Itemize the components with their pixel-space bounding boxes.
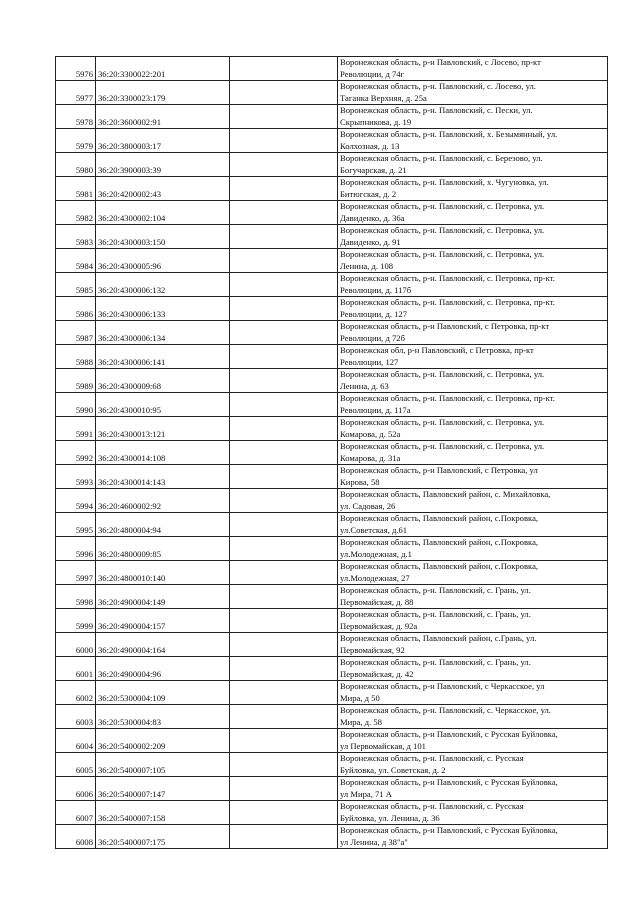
empty-cell: [230, 177, 338, 201]
table-row: [56, 297, 608, 321]
empty-cell: [230, 777, 338, 801]
cadastral-number: 36:20:4300006:141: [96, 345, 230, 369]
row-number: 6008: [56, 825, 96, 849]
address-line: Давиденко, д. 36а: [340, 212, 405, 223]
address-cell: [338, 561, 608, 585]
address-cell: [338, 81, 608, 105]
address-cell: [338, 417, 608, 441]
address-line: Ленина, д. 108: [340, 260, 394, 271]
table-row: [56, 225, 608, 249]
empty-cell: [230, 225, 338, 249]
address-line: Воронежская область, р-н Павловский, с Черкасское, ул: [340, 681, 545, 691]
cadastral-number: 36:20:4800010:140: [96, 561, 230, 585]
address-cell: [338, 729, 608, 753]
address-line: Революции, д 74г: [340, 68, 405, 79]
address-line: Революции, д 72б: [340, 332, 405, 343]
address-line: Скрыпникова, д. 19: [340, 116, 412, 127]
address-line: ул. Садовая, 26: [340, 500, 396, 511]
address-line: ул.Советская, д.61: [340, 524, 408, 535]
cadastral-number: 36:20:4900004:96: [96, 657, 230, 681]
address-line: Мира, д. 58: [340, 716, 382, 727]
table-row: [56, 57, 608, 81]
address-line: Воронежская область, Павловский район, с.Покровка,: [340, 537, 539, 547]
address-cell: [338, 705, 608, 729]
cadastral-number: 36:20:3300023:179: [96, 81, 230, 105]
address-line: Воронежская область, р-н. Павловский, с. Грань, ул.: [340, 609, 531, 619]
address-line: Воронежская область, Павловский район, с.Покровка,: [340, 513, 539, 523]
empty-cell: [230, 441, 338, 465]
address-cell: [338, 777, 608, 801]
empty-cell: [230, 273, 338, 297]
empty-cell: [230, 249, 338, 273]
empty-cell: [230, 609, 338, 633]
cadastral-number: 36:20:3900003:39: [96, 153, 230, 177]
address-line: Богучарская, д. 21: [340, 164, 407, 175]
row-number: 6002: [56, 681, 96, 705]
address-cell: [338, 225, 608, 249]
table-row: [56, 753, 608, 777]
row-number: 5989: [56, 369, 96, 393]
cadastral-number: 36:20:4900004:149: [96, 585, 230, 609]
address-cell: [338, 153, 608, 177]
row-number: 6005: [56, 753, 96, 777]
row-number: 5980: [56, 153, 96, 177]
row-number: 6007: [56, 801, 96, 825]
table-row: [56, 633, 608, 657]
table-row: [56, 729, 608, 753]
property-table: [55, 56, 608, 849]
cadastral-number: 36:20:4600002:92: [96, 489, 230, 513]
address-cell: [338, 177, 608, 201]
empty-cell: [230, 345, 338, 369]
empty-cell: [230, 129, 338, 153]
address-line: Воронежская область, р-н. Павловский, х. Безымянный, ул.: [340, 129, 558, 139]
table-row: [56, 129, 608, 153]
address-line: Колхозная, д. 13: [340, 140, 400, 151]
table-row: [56, 777, 608, 801]
table-row: [56, 417, 608, 441]
row-number: 5988: [56, 345, 96, 369]
row-number: 6004: [56, 729, 96, 753]
empty-cell: [230, 321, 338, 345]
table-row: [56, 489, 608, 513]
address-line: Первомайская, д. 92а: [340, 620, 418, 631]
empty-cell: [230, 465, 338, 489]
empty-cell: [230, 585, 338, 609]
address-line: Буйловка, ул. Ленина, д. 36: [340, 812, 440, 823]
address-line: Воронежская область, р-н. Павловский, с. Петровка, ул.: [340, 441, 545, 451]
cadastral-number: 36:20:4900004:164: [96, 633, 230, 657]
table-row: [56, 249, 608, 273]
empty-cell: [230, 297, 338, 321]
address-line: Воронежская область, р-н Павловский, с Русская Буйловка,: [340, 777, 558, 787]
empty-cell: [230, 561, 338, 585]
empty-cell: [230, 801, 338, 825]
empty-cell: [230, 825, 338, 849]
cadastral-number: 36:20:4300010:95: [96, 393, 230, 417]
cadastral-number: 36:20:4300003:150: [96, 225, 230, 249]
address-cell: [338, 801, 608, 825]
address-cell: [338, 513, 608, 537]
table-row: [56, 561, 608, 585]
cadastral-number: 36:20:4200002:43: [96, 177, 230, 201]
row-number: 5995: [56, 513, 96, 537]
cadastral-number: 36:20:3800003:17: [96, 129, 230, 153]
row-number: 5993: [56, 465, 96, 489]
table-row: [56, 81, 608, 105]
table-row: [56, 201, 608, 225]
table-row: [56, 537, 608, 561]
address-line: Революции, д. 117б: [340, 284, 412, 295]
cadastral-number: 36:20:5400007:147: [96, 777, 230, 801]
address-line: Воронежская область, р-н. Павловский, с. Грань, ул.: [340, 585, 531, 595]
table-row: [56, 465, 608, 489]
address-line: Первомайская, 92: [340, 644, 405, 655]
address-cell: [338, 345, 608, 369]
address-cell: [338, 489, 608, 513]
empty-cell: [230, 105, 338, 129]
table-row: [56, 177, 608, 201]
cadastral-number: 36:20:5300004:109: [96, 681, 230, 705]
address-cell: [338, 129, 608, 153]
address-cell: [338, 297, 608, 321]
address-line: ул.Молодежная, 27: [340, 572, 410, 583]
address-line: Комарова, д. 52а: [340, 428, 401, 439]
address-line: Воронежская область, р-н Павловский, с Петровка, пр-кт: [340, 321, 550, 331]
address-line: Воронежская область, р-н. Павловский, с. Петровка, ул.: [340, 249, 545, 259]
cadastral-number: 36:20:3300022:201: [96, 57, 230, 81]
table-row: [56, 153, 608, 177]
cadastral-number: 36:20:4800009:85: [96, 537, 230, 561]
table-row: [56, 345, 608, 369]
row-number: 6003: [56, 705, 96, 729]
address-line: Воронежская область, р-н. Павловский, с. Пески, ул.: [340, 105, 533, 115]
address-cell: [338, 753, 608, 777]
cadastral-number: 36:20:4300014:143: [96, 465, 230, 489]
cadastral-number: 36:20:4300013:121: [96, 417, 230, 441]
row-number: 5998: [56, 585, 96, 609]
address-line: Комарова, д. 31а: [340, 452, 401, 463]
empty-cell: [230, 489, 338, 513]
address-cell: [338, 633, 608, 657]
row-number: 5999: [56, 609, 96, 633]
cadastral-number: 36:20:4300006:132: [96, 273, 230, 297]
empty-cell: [230, 201, 338, 225]
cadastral-number: 36:20:4300006:133: [96, 297, 230, 321]
cadastral-number: 36:20:5400007:158: [96, 801, 230, 825]
address-line: Воронежская область, р-н. Павловский, с. Березово, ул.: [340, 153, 543, 163]
row-number: 5985: [56, 273, 96, 297]
row-number: 5983: [56, 225, 96, 249]
table-row: [56, 369, 608, 393]
empty-cell: [230, 81, 338, 105]
address-line: Буйловка, ул. Советская, д. 2: [340, 764, 446, 775]
row-number: 5987: [56, 321, 96, 345]
address-cell: [338, 825, 608, 849]
address-cell: [338, 249, 608, 273]
address-line: Воронежская область, р-н. Павловский, с. Русская: [340, 753, 524, 763]
row-number: 5979: [56, 129, 96, 153]
table-row: [56, 273, 608, 297]
address-line: Воронежская область, р-н. Павловский, с. Грань, ул.: [340, 657, 531, 667]
empty-cell: [230, 633, 338, 657]
table-row: [56, 513, 608, 537]
row-number: 5982: [56, 201, 96, 225]
row-number: 5992: [56, 441, 96, 465]
empty-cell: [230, 57, 338, 81]
address-line: ул Ленина, д 38"а": [340, 836, 408, 847]
table-row: [56, 801, 608, 825]
address-line: Воронежская область, р-н. Павловский, с. Петровка, ул.: [340, 225, 545, 235]
empty-cell: [230, 417, 338, 441]
address-cell: [338, 105, 608, 129]
row-number: 5978: [56, 105, 96, 129]
cadastral-number: 36:20:4300006:134: [96, 321, 230, 345]
address-line: Воронежская область, р-н Павловский, с Русская Буйловка,: [340, 825, 558, 835]
address-line: Воронежская область, р-н Павловский, с Русская Буйловка,: [340, 729, 558, 739]
table-row: [56, 585, 608, 609]
table-row: [56, 609, 608, 633]
empty-cell: [230, 537, 338, 561]
address-cell: [338, 585, 608, 609]
address-line: Воронежская область, р-н Павловский, с Петровка, ул: [340, 465, 538, 475]
empty-cell: [230, 705, 338, 729]
address-line: Воронежская область, Павловский район, с.Грань, ул.: [340, 633, 537, 643]
address-cell: [338, 657, 608, 681]
table-row: [56, 825, 608, 849]
address-line: Давиденко, д. 91: [340, 236, 401, 247]
address-line: Таганка Верхняя, д. 25а: [340, 92, 427, 103]
table-body: [56, 57, 608, 849]
cadastral-number: 36:20:3600002:91: [96, 105, 230, 129]
address-line: Кирова, 58: [340, 476, 380, 487]
address-cell: [338, 57, 608, 81]
address-line: Воронежская область, р-н. Павловский, с. Петровка, пр-кт.: [340, 393, 555, 403]
address-line: Первомайская, д. 42: [340, 668, 414, 679]
address-line: Воронежская область, р-н. Павловский, с. Петровка, пр-кт.: [340, 273, 555, 283]
empty-cell: [230, 369, 338, 393]
row-number: 5986: [56, 297, 96, 321]
table-row: [56, 441, 608, 465]
row-number: 5991: [56, 417, 96, 441]
address-line: Первомайская, д. 88: [340, 596, 414, 607]
row-number: 6006: [56, 777, 96, 801]
address-cell: [338, 609, 608, 633]
address-cell: [338, 273, 608, 297]
row-number: 5976: [56, 57, 96, 81]
row-number: 5996: [56, 537, 96, 561]
address-line: Воронежская область, р-н. Павловский, с. Русская: [340, 801, 524, 811]
row-number: 6001: [56, 657, 96, 681]
empty-cell: [230, 729, 338, 753]
address-line: Битюгская, д. 2: [340, 188, 397, 199]
address-line: Воронежская область, р-н. Павловский, с. Петровка, ул.: [340, 201, 545, 211]
row-number: 5981: [56, 177, 96, 201]
address-cell: [338, 441, 608, 465]
table-row: [56, 321, 608, 345]
empty-cell: [230, 657, 338, 681]
address-line: Мира, д 50: [340, 692, 380, 703]
cadastral-number: 36:20:5400007:175: [96, 825, 230, 849]
row-number: 5984: [56, 249, 96, 273]
table-row: [56, 705, 608, 729]
address-line: Воронежская обл, р-н Павловский, с Петровка, пр-кт: [340, 345, 534, 355]
address-line: Воронежская область, р-н Павловский, с Лосево, пр-кт: [340, 57, 541, 67]
address-cell: [338, 321, 608, 345]
address-cell: [338, 465, 608, 489]
address-line: Воронежская область, р-н. Павловский, с. Петровка, пр-кт.: [340, 297, 555, 307]
address-line: Воронежская область, р-н. Павловский, х. Чугуновка, ул.: [340, 177, 549, 187]
table-row: [56, 657, 608, 681]
cadastral-number: 36:20:4900004:157: [96, 609, 230, 633]
empty-cell: [230, 753, 338, 777]
cadastral-number: 36:20:5400007:105: [96, 753, 230, 777]
address-line: Воронежская область, р-н. Павловский, с. Петровка, ул.: [340, 369, 545, 379]
address-line: Воронежская область, Павловский район, с.Покровка,: [340, 561, 539, 571]
address-line: Воронежская область, р-н. Павловский, с. Лосево, ул.: [340, 81, 536, 91]
address-cell: [338, 393, 608, 417]
address-cell: [338, 537, 608, 561]
row-number: 5997: [56, 561, 96, 585]
address-cell: [338, 201, 608, 225]
empty-cell: [230, 513, 338, 537]
row-number: 6000: [56, 633, 96, 657]
address-line: ул Первомайская, д 101: [340, 740, 426, 751]
address-line: Воронежская область, р-н. Павловский, с. Черкасское, ул.: [340, 705, 551, 715]
cadastral-number: 36:20:5400002:209: [96, 729, 230, 753]
cadastral-number: 36:20:4300014:108: [96, 441, 230, 465]
cadastral-number: 36:20:4300002:104: [96, 201, 230, 225]
address-line: Революции, 127: [340, 356, 399, 367]
empty-cell: [230, 393, 338, 417]
row-number: 5990: [56, 393, 96, 417]
address-line: ул Мира, 71 А: [340, 788, 392, 799]
table-row: [56, 393, 608, 417]
cadastral-number: 36:20:4800004:94: [96, 513, 230, 537]
cadastral-number: 36:20:4300005:96: [96, 249, 230, 273]
row-number: 5994: [56, 489, 96, 513]
address-line: Революции, д. 127: [340, 308, 408, 319]
cadastral-number: 36:20:4300009:68: [96, 369, 230, 393]
empty-cell: [230, 681, 338, 705]
table-row: [56, 105, 608, 129]
address-line: Воронежская область, Павловский район, с. Михайловка,: [340, 489, 551, 499]
address-line: Ленина, д. 63: [340, 380, 389, 391]
address-line: ул.Молодежная, д.1: [340, 548, 412, 559]
address-cell: [338, 369, 608, 393]
address-line: Воронежская область, р-н. Павловский, с. Петровка, ул.: [340, 417, 545, 427]
table-row: [56, 681, 608, 705]
cadastral-number: 36:20:5300004:83: [96, 705, 230, 729]
empty-cell: [230, 153, 338, 177]
address-line: Революции, д. 117а: [340, 404, 411, 415]
row-number: 5977: [56, 81, 96, 105]
address-cell: [338, 681, 608, 705]
